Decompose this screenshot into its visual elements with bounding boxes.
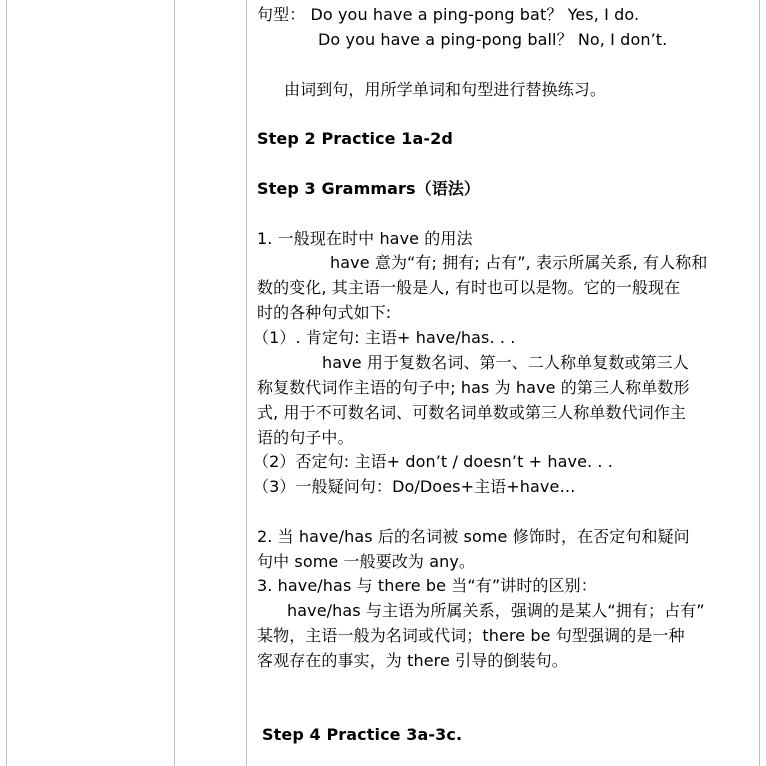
grammar-paragraph-line: have 用于复数名词、第一、二人称单复数或第三人 — [322, 353, 689, 372]
step-3-heading: Step 3 Grammars（语法） — [257, 179, 481, 198]
grammar-point-3-line: 客观存在的事实，为 there 引导的倒装句。 — [257, 651, 568, 670]
grammar-point-3-title: 3. have/has 与 there be 当“有”讲时的区别： — [257, 576, 597, 595]
grammar-point-1-title: 1. 一般现在时中 have 的用法 — [257, 229, 473, 248]
table-border-left — [6, 0, 7, 766]
table-border-col1 — [174, 0, 175, 766]
table-border-right — [759, 0, 760, 766]
step-2-heading: Step 2 Practice 1a-2d — [257, 129, 453, 148]
table-border-col2 — [246, 0, 247, 766]
grammar-point-2-line: 句中 some 一般要改为 any。 — [257, 552, 476, 571]
grammar-paragraph-line: 语的句子中。 — [257, 428, 354, 447]
affirmative-sentence-line: （1）. 肯定句: 主语+ have/has. . . — [253, 328, 516, 347]
grammar-paragraph-line: 称复数代词作主语的句子中; has 为 have 的第三人称单数形 — [257, 378, 690, 397]
grammar-point-3-line: have/has 与主语为所属关系，强调的是某人“拥有；占有” — [287, 601, 705, 620]
grammar-point-3-line: 某物，主语一般为名词或代词；there be 句型强调的是一种 — [257, 626, 685, 645]
step-4-heading: Step 4 Practice 3a-3c. — [262, 725, 463, 744]
grammar-paragraph-line: have 意为“有; 拥有; 占有”, 表示所属关系, 有人称和 — [330, 253, 708, 272]
grammar-point-2-line: 2. 当 have/has 后的名词被 some 修饰时，在否定句和疑问 — [257, 527, 690, 546]
instruction-line: 由词到句，用所学单词和句型进行替换练习。 — [284, 80, 607, 99]
grammar-paragraph-line: 时的各种句式如下: — [257, 303, 392, 322]
negative-sentence-line: （2）否定句: 主语+ don’t / doesn’t + have. . . — [253, 452, 613, 471]
sentence-pattern-line-2: Do you have a ping-pong ball？ No, I don’t. — [318, 30, 668, 49]
sentence-pattern-line-1: 句型： Do you have a ping-pong bat？ Yes, I do. — [257, 5, 640, 24]
grammar-paragraph-line: 数的变化, 其主语一般是人, 有时也可以是物。它的一般现在 — [257, 278, 681, 297]
grammar-paragraph-line: 式, 用于不可数名词、可数名词单数或第三人称单数代词作主 — [257, 403, 686, 422]
question-sentence-line: （3）一般疑问句：Do/Does+主语+have… — [253, 477, 576, 496]
